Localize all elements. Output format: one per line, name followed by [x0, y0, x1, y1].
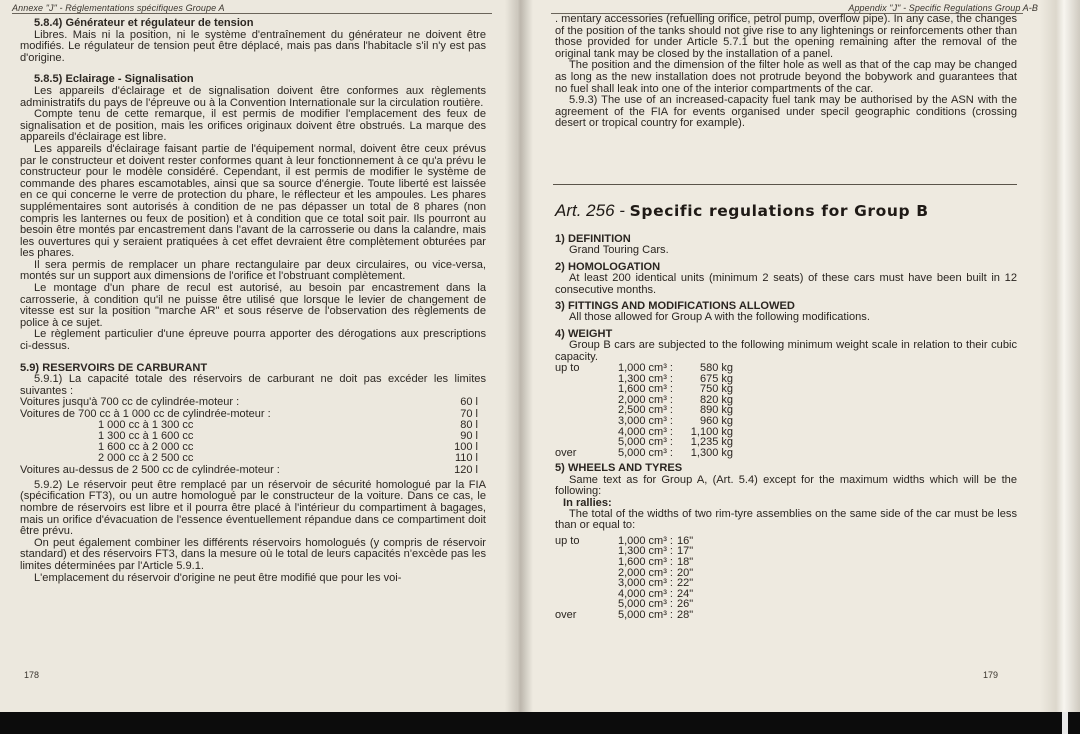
definition-heading: 1) DEFINITION: [555, 233, 631, 245]
section-divider: [553, 184, 1017, 185]
fuel-row-value: 70 l: [460, 407, 478, 420]
width-row-capacity: 5,000 cm³ :: [617, 609, 673, 621]
table-row: [555, 448, 733, 459]
width-row-width: 18": [677, 556, 694, 569]
rallies-text: The total of the widths of two rim-tyre assemblies on the same side of the car must be less than or equal to:: [555, 508, 1017, 532]
weight-row-capacity: 5,000 cm³ :: [617, 436, 673, 449]
fittings-text: All those allowed for Group A with the following modifications.: [569, 311, 870, 324]
width-row-width: 16": [677, 534, 694, 547]
wheels-heading: 5) WHEELS AND TYRES: [555, 462, 683, 475]
section-5-8-5-title: 5.8.5) Eclairage - Signalisation: [34, 73, 194, 86]
weight-row-weight: 820 kg: [699, 393, 733, 406]
section-5-9-title: 5.9) RESERVOIRS DE CARBURANT: [20, 361, 208, 374]
table-row: [20, 409, 486, 420]
table-row: [20, 465, 486, 476]
weight-row-capacity: 2,500 cm³ :: [617, 404, 673, 417]
weight-row-capacity: 1,000 cm³ :: [617, 362, 673, 375]
width-row-capacity: 1,000 cm³ :: [617, 534, 673, 547]
width-row-width: 17": [677, 545, 694, 558]
width-row-lead: [555, 557, 605, 568]
right-page-top-text: [555, 14, 1017, 130]
homologation-heading: 2) HOMOLOGATION: [555, 260, 661, 273]
width-row-capacity: 4,000 cm³ :: [617, 587, 673, 600]
weight-row-lead: up to: [555, 362, 580, 375]
section-5-8-4-text: Libres. Mais ni la position, ni le système d'entraînement du générateur ne doivent être modifiés. Le régulateur de tension peut être déplacé, mais pas dans l'habitacle s'il n'y est pas d'origine.: [20, 28, 486, 64]
fuel-row-value: 110 l: [454, 452, 478, 465]
left-running-head: Annexe "J" - Réglementations spécifiques Groupe A: [12, 3, 225, 13]
scan-artifact: [1062, 712, 1068, 734]
tyre-width-table: [555, 536, 693, 621]
width-row-capacity: 5,000 cm³ :: [617, 598, 673, 611]
weight-row-capacity: 3,000 cm³ :: [617, 415, 673, 428]
weight-row-capacity: 4,000 cm³ :: [617, 425, 673, 438]
fuel-row-value: 90 l: [460, 430, 478, 443]
weight-row-weight: 580 kg: [699, 362, 733, 375]
width-row-lead: [555, 578, 605, 589]
fuel-row-value: 60 l: [460, 396, 478, 409]
section-5-8-5-paragraph: Le montage d'un phare de recul est autorisé, au besoin par encastrement dans la carrosserie, à condition qu'il ne puisse être utilisé que lorsque le levier de changement de vitesse est sur la position "marche AR" et sous réserve de l'observation des règlements de police à ce sujet.: [20, 282, 486, 329]
weight-row-weight: 1,100 kg: [690, 425, 733, 438]
section-5-8-4-title: 5.8.4) Générateur et régulateur de tension: [34, 17, 254, 29]
weight-row-lead: [555, 405, 605, 416]
book-gutter: [505, 0, 533, 712]
fuel-row-label: Voitures au-dessus de 2 500 cc de cylindrée-moteur :: [20, 463, 280, 476]
weight-row-weight: 675 kg: [699, 372, 733, 385]
left-page-number: 178: [24, 670, 40, 680]
rallies-heading: In rallies:: [563, 496, 612, 509]
table-row: [20, 397, 486, 408]
weight-heading: 4) WEIGHT: [555, 327, 613, 340]
scan-border: [0, 712, 1080, 734]
article-number: Art. 256 -: [555, 201, 630, 220]
fittings-heading: 3) FITTINGS AND MODIFICATIONS ALLOWED: [555, 300, 795, 313]
homologation-text: At least 200 identical units (minimum 2 seats) of these cars must have been built in 12 consecutive months.: [555, 272, 1017, 296]
weight-row-lead: [555, 416, 605, 427]
width-row-width: 20": [677, 566, 694, 579]
width-row-width: 22": [677, 577, 694, 590]
continued-paragraph: . mentary accessories (refuelling orifice, petrol pump, overflow pipe). In any case, the changes of the position of the tanks should not give rise to any lightenings or reinforcements other than those provided for under Article 5.7.1 but the opening remaining after the removal of the original tank may be closed by the installation of a panel.: [555, 13, 1017, 60]
fuel-row-label: 1 300 cc à 1 600 cc: [98, 430, 194, 443]
fuel-row-label: 1 600 cc à 2 000 cc: [98, 441, 194, 454]
weight-row-weight: 960 kg: [699, 415, 733, 428]
continued-paragraph: The position and the dimension of the filter hole as well as that of the cap may be changed as long as the new installation does not protrude beyond the bobywork and guarantees that no fuel shall leak into one of the interior compartments of the car.: [555, 59, 1017, 95]
weight-row-capacity: 1,600 cm³ :: [617, 383, 673, 396]
width-row-width: 26": [677, 598, 694, 611]
weight-row-weight: 1,300 kg: [690, 446, 733, 459]
fuel-row-value: 80 l: [460, 418, 478, 431]
fuel-capacity-table: [20, 397, 486, 475]
table-row: [555, 610, 693, 621]
section-5-9-2-paragraph: L'emplacement du réservoir d'origine ne peut être modifié que pour les voi-: [34, 571, 402, 584]
definition-text: Grand Touring Cars.: [569, 244, 669, 257]
weight-row-weight: 1,235 kg: [690, 436, 733, 449]
width-row-lead: [555, 546, 605, 557]
section-5-9-2-paragraph: On peut également combiner les différents réservoirs homologués (y compris de réservoir standard) et des réservoirs FT3, dans la mesure où le total de leurs capacités n'excède pas les limites déterminées par l'Article 5.9.1.: [20, 536, 486, 572]
width-row-lead: up to: [555, 534, 580, 547]
width-row-width: 24": [677, 587, 694, 600]
weight-row-capacity: 1,300 cm³ :: [617, 372, 673, 385]
article-title: [555, 201, 929, 221]
width-row-lead: over: [555, 609, 577, 621]
right-running-head: Appendix "J" - Specific Regulations Group A-B: [848, 3, 1038, 13]
weight-row-capacity: 2,000 cm³ :: [617, 393, 673, 406]
section-5-9-1-text: 5.9.1) La capacité totale des réservoirs de carburant ne doit pas excéder les limites suivantes :: [20, 373, 486, 397]
fuel-row-label: Voitures de 700 cc à 1 000 cc de cylindrée-moteur :: [20, 407, 271, 420]
section-5-8-5-paragraph: Les appareils d'éclairage et de signalisation doivent être conformes aux règlements administratifs du pays de l'épreuve ou à la Convention Internationale sur la circulation routière.: [20, 84, 486, 109]
wheels-text: Same text as for Group A, (Art. 5.4) except for the maximum widths which will be the following:: [555, 473, 1017, 498]
fuel-row-label: 2 000 cc à 2 500 cc: [98, 452, 194, 465]
width-row-capacity: 3,000 cm³ :: [617, 577, 673, 590]
left-page-text: [20, 18, 486, 584]
section-5-8-5-paragraph: Compte tenu de cette remarque, il est permis de modifier l'emplacement des feux de signalisation et de position, mais les orifices originaux doivent être obstrués. La marque des appareils d'éclairage est libre.: [20, 108, 486, 144]
width-row-capacity: 1,600 cm³ :: [617, 556, 673, 569]
fuel-row-value: 120 l: [454, 463, 478, 476]
weight-row-lead: [555, 374, 605, 385]
weight-row-lead: [555, 427, 605, 438]
weight-row-weight: 890 kg: [699, 404, 733, 417]
fuel-row-label: 1 000 cc à 1 300 cc: [98, 418, 194, 431]
weight-text: Group B cars are subjected to the following minimum weight scale in relation to their cubic capacity.: [555, 339, 1017, 363]
section-5-8-5-paragraph: Le règlement particulier d'une épreuve pourra apporter des dérogations aux prescriptions ci-dessus.: [20, 328, 486, 353]
weight-row-lead: [555, 395, 605, 406]
width-row-capacity: 1,300 cm³ :: [617, 545, 673, 558]
section-5-8-5-paragraph: Les appareils d'éclairage faisant partie de l'équipement normal, doivent être ceux prévus par le constructeur et doivent rester conformes quant à leur fonctionnement à ce qu'a prévu le constructeur pour le modèle considéré. Cependant, il est permis de modifier le système de commande des phares escamotables, ainsi que sa source d'énergie. Toute liberté est laissée en ce qui concerne le verre de protection du phare, le réflecteur et les ampoules. Les phares supplémentaires sont autorisés à condition de ne pas dépasser un total de 8 phares (non compris les lanternes ou feux de position) et à condition que ce total soit pair. Ils pourront au besoin être montés par encastrement dans l'avant de la carrosserie ou dans la calandre, mais les ouvertures qui y seraient pratiquées à cet effet devraient être complètement obturées par les phares.: [20, 142, 486, 260]
left-head-rule: [12, 13, 492, 14]
weight-row-lead: over: [555, 446, 577, 459]
table-row: [20, 453, 486, 464]
section-5-9-3-text: 5.9.3) The use of an increased-capacity fuel tank may be authorised by the ASN with the agreement of the FIA for events organised under specil geographic conditions (crossing desert or tropical country for example).: [555, 94, 1017, 130]
weight-scale-table: [555, 363, 733, 458]
right-page-number: 179: [983, 670, 999, 680]
page-edge-stack: [1040, 0, 1080, 712]
weight-row-weight: 750 kg: [699, 383, 733, 396]
left-page: [0, 0, 517, 712]
group-b-regulations: [555, 234, 1017, 621]
fuel-row-label: Voitures jusqu'à 700 cc de cylindrée-moteur :: [20, 396, 240, 409]
table-row: [20, 442, 486, 453]
right-page: [517, 0, 1080, 712]
article-heading: Specific regulations for Group B: [629, 202, 929, 220]
width-row-lead: [555, 568, 605, 579]
weight-row-lead: [555, 384, 605, 395]
width-row-capacity: 2,000 cm³ :: [617, 566, 673, 579]
width-row-lead: [555, 589, 605, 600]
width-row-width: 28": [677, 609, 694, 621]
fuel-row-value: 100 l: [454, 441, 478, 454]
section-5-8-5-paragraph: Il sera permis de remplacer un phare rectangulaire par deux circulaires, ou vice-versa, montés sur un support aux dimensions de l'orifice et l'obstruant complètement.: [20, 258, 486, 283]
table-row: [20, 431, 486, 442]
weight-row-capacity: 5,000 cm³ :: [617, 446, 673, 459]
table-row: [20, 420, 486, 431]
section-5-9-2-paragraph: 5.9.2) Le réservoir peut être remplacé par un réservoir de sécurité homologué par la FIA (spécification FT3), ou un autre homologué par le constructeur de la voiture. Dans ce cas, le nombre de réservoirs est libre et il pourra être placé à l'intérieur du compartiment à bagages, mais un orifice d'évacuation de l'essence éventuellement répandue dans ce compartiment doit être prévu.: [20, 478, 486, 538]
